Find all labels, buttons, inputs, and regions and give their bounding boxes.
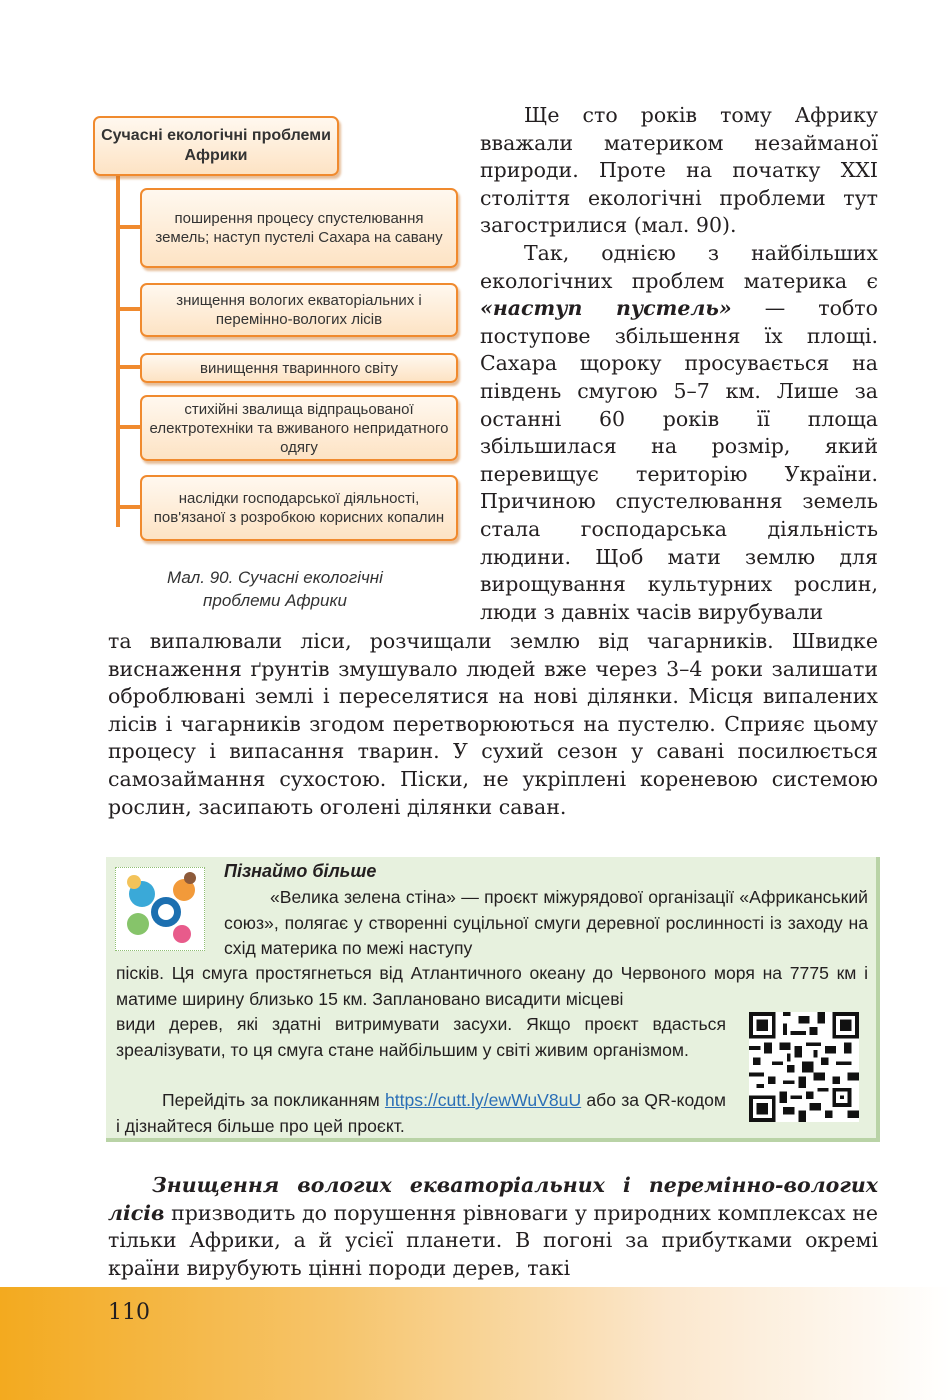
diagram-branch [116, 365, 142, 369]
paragraph-desert-continued [108, 628, 878, 821]
diagram-item-mining: наслідки господарської діяльності, пов'язаної з розробкою корисних копалин [140, 475, 458, 541]
paragraph-intro-text: Ще сто років тому Африку вважали материком незайманої природи. Проте на початку XXI століття екологічні проблеми тут загострилися (мал. 90). [480, 103, 878, 238]
info-text-top: «Велика зелена стіна» — проєкт міжурядової організації «Африканський союз», полягає у створенні суцільної смуги деревної рослинності із заходу на схід материка по межі наступу [224, 887, 868, 958]
paragraph-desert-start: Так, однією з найбільших екологічних проблем материка є [480, 241, 878, 293]
info-text-middle: пісків. Ця смуга простягнеться від Атлантичного океану до Червоного моря на 7775 км і матиме ширину близько 15 км. Заплановано висадити місцеві [116, 963, 868, 1009]
diagram-item-forests: знищення вологих екваторіальних і перемінно-вологих лісів [140, 283, 458, 337]
info-text-lower: види дерев, які здатні витримувати засухи. Якщо проєкт вдасться зреалізувати, то ця смуга стане найбільшим у світі живим організмом. [116, 1014, 726, 1060]
diagram-item-dumps: стихійні звалища відпрацьованої електротехніки та вживаного непридатного одягу [140, 395, 458, 461]
info-link-prefix: Перейдіть за покликанням [162, 1090, 385, 1110]
diagram-item-desertification: поширення процесу спустелювання земель; наступ пустелі Сахара на савану [140, 188, 458, 268]
paragraph-forests [108, 1172, 878, 1282]
info-link-paragraph [116, 1088, 726, 1139]
qr-code[interactable] [749, 1012, 859, 1122]
diagram-title: Сучасні екологічні проблеми Африки [93, 116, 339, 176]
diagram-branch [116, 307, 142, 311]
diagram-branch [116, 225, 142, 229]
page-number: 110 [108, 1300, 150, 1325]
caption-line: проблеми Африки [203, 591, 347, 610]
paragraph-desert-continued-text: та випалювали ліси, розчищали землю від чагарників. Швидке виснаження ґрунтів змушувало людей вже через 3–4 роки залишати оброблювані землі і переселятися на нові ділянки. Місця випалених лісів і чагарників згодом перетворюються на пустелю. Сприяє цьому процесу і випасання тварин. У сухий сезон у савані посилюється самозаймання сухостою. Піски, не укріплені кореневою системою рослин, засипають оголені ділянки саван. [108, 629, 878, 819]
caption-line: Мал. 90. Сучасні екологічні [167, 568, 383, 587]
diagram-branch [116, 425, 142, 429]
figure-caption [90, 566, 460, 612]
term-forest-destruction: Знищення вологих екваторіальних і перемінно-вологих лісів [108, 1173, 878, 1225]
paragraph-forests-text: призводить до порушення рівноваги у природних комплексах не тільки Африки, а й усієї планети. В погоні за прибутками окремі країни вирубують цінні породи дерев, такі [108, 1200, 878, 1280]
term-desert-advance: «наступ пустель» [480, 296, 732, 321]
info-box-title: Пізнаймо більше [224, 861, 377, 881]
diagram-item-wildlife: винищення тваринного світу [140, 353, 458, 383]
diagram-eco-problems [90, 113, 462, 553]
learn-more-icon [115, 867, 205, 951]
diagram-branch [116, 505, 142, 509]
paragraph-desert [480, 240, 878, 626]
project-link[interactable]: https://cutt.ly/ewWuV8uU [384, 1090, 582, 1110]
paragraph-desert-end: — тобто поступове збільшення їх площі. Сахара щороку просувається на південь смугою 5–7 км. Лише за останні 60 років її площа збільшилася на розмір, який перевищує територію України. Причиною спустелювання земель стала господарська діяльність людини. Щоб мати землю для вирощування культурних рослин, люди з давніх часів вирубували [480, 296, 878, 624]
info-link-suffix: або за QR-кодом і дізнайтеся більше про цей проєкт. [116, 1090, 726, 1136]
paragraph-intro [480, 102, 878, 240]
info-box-learn-more [106, 857, 880, 1142]
